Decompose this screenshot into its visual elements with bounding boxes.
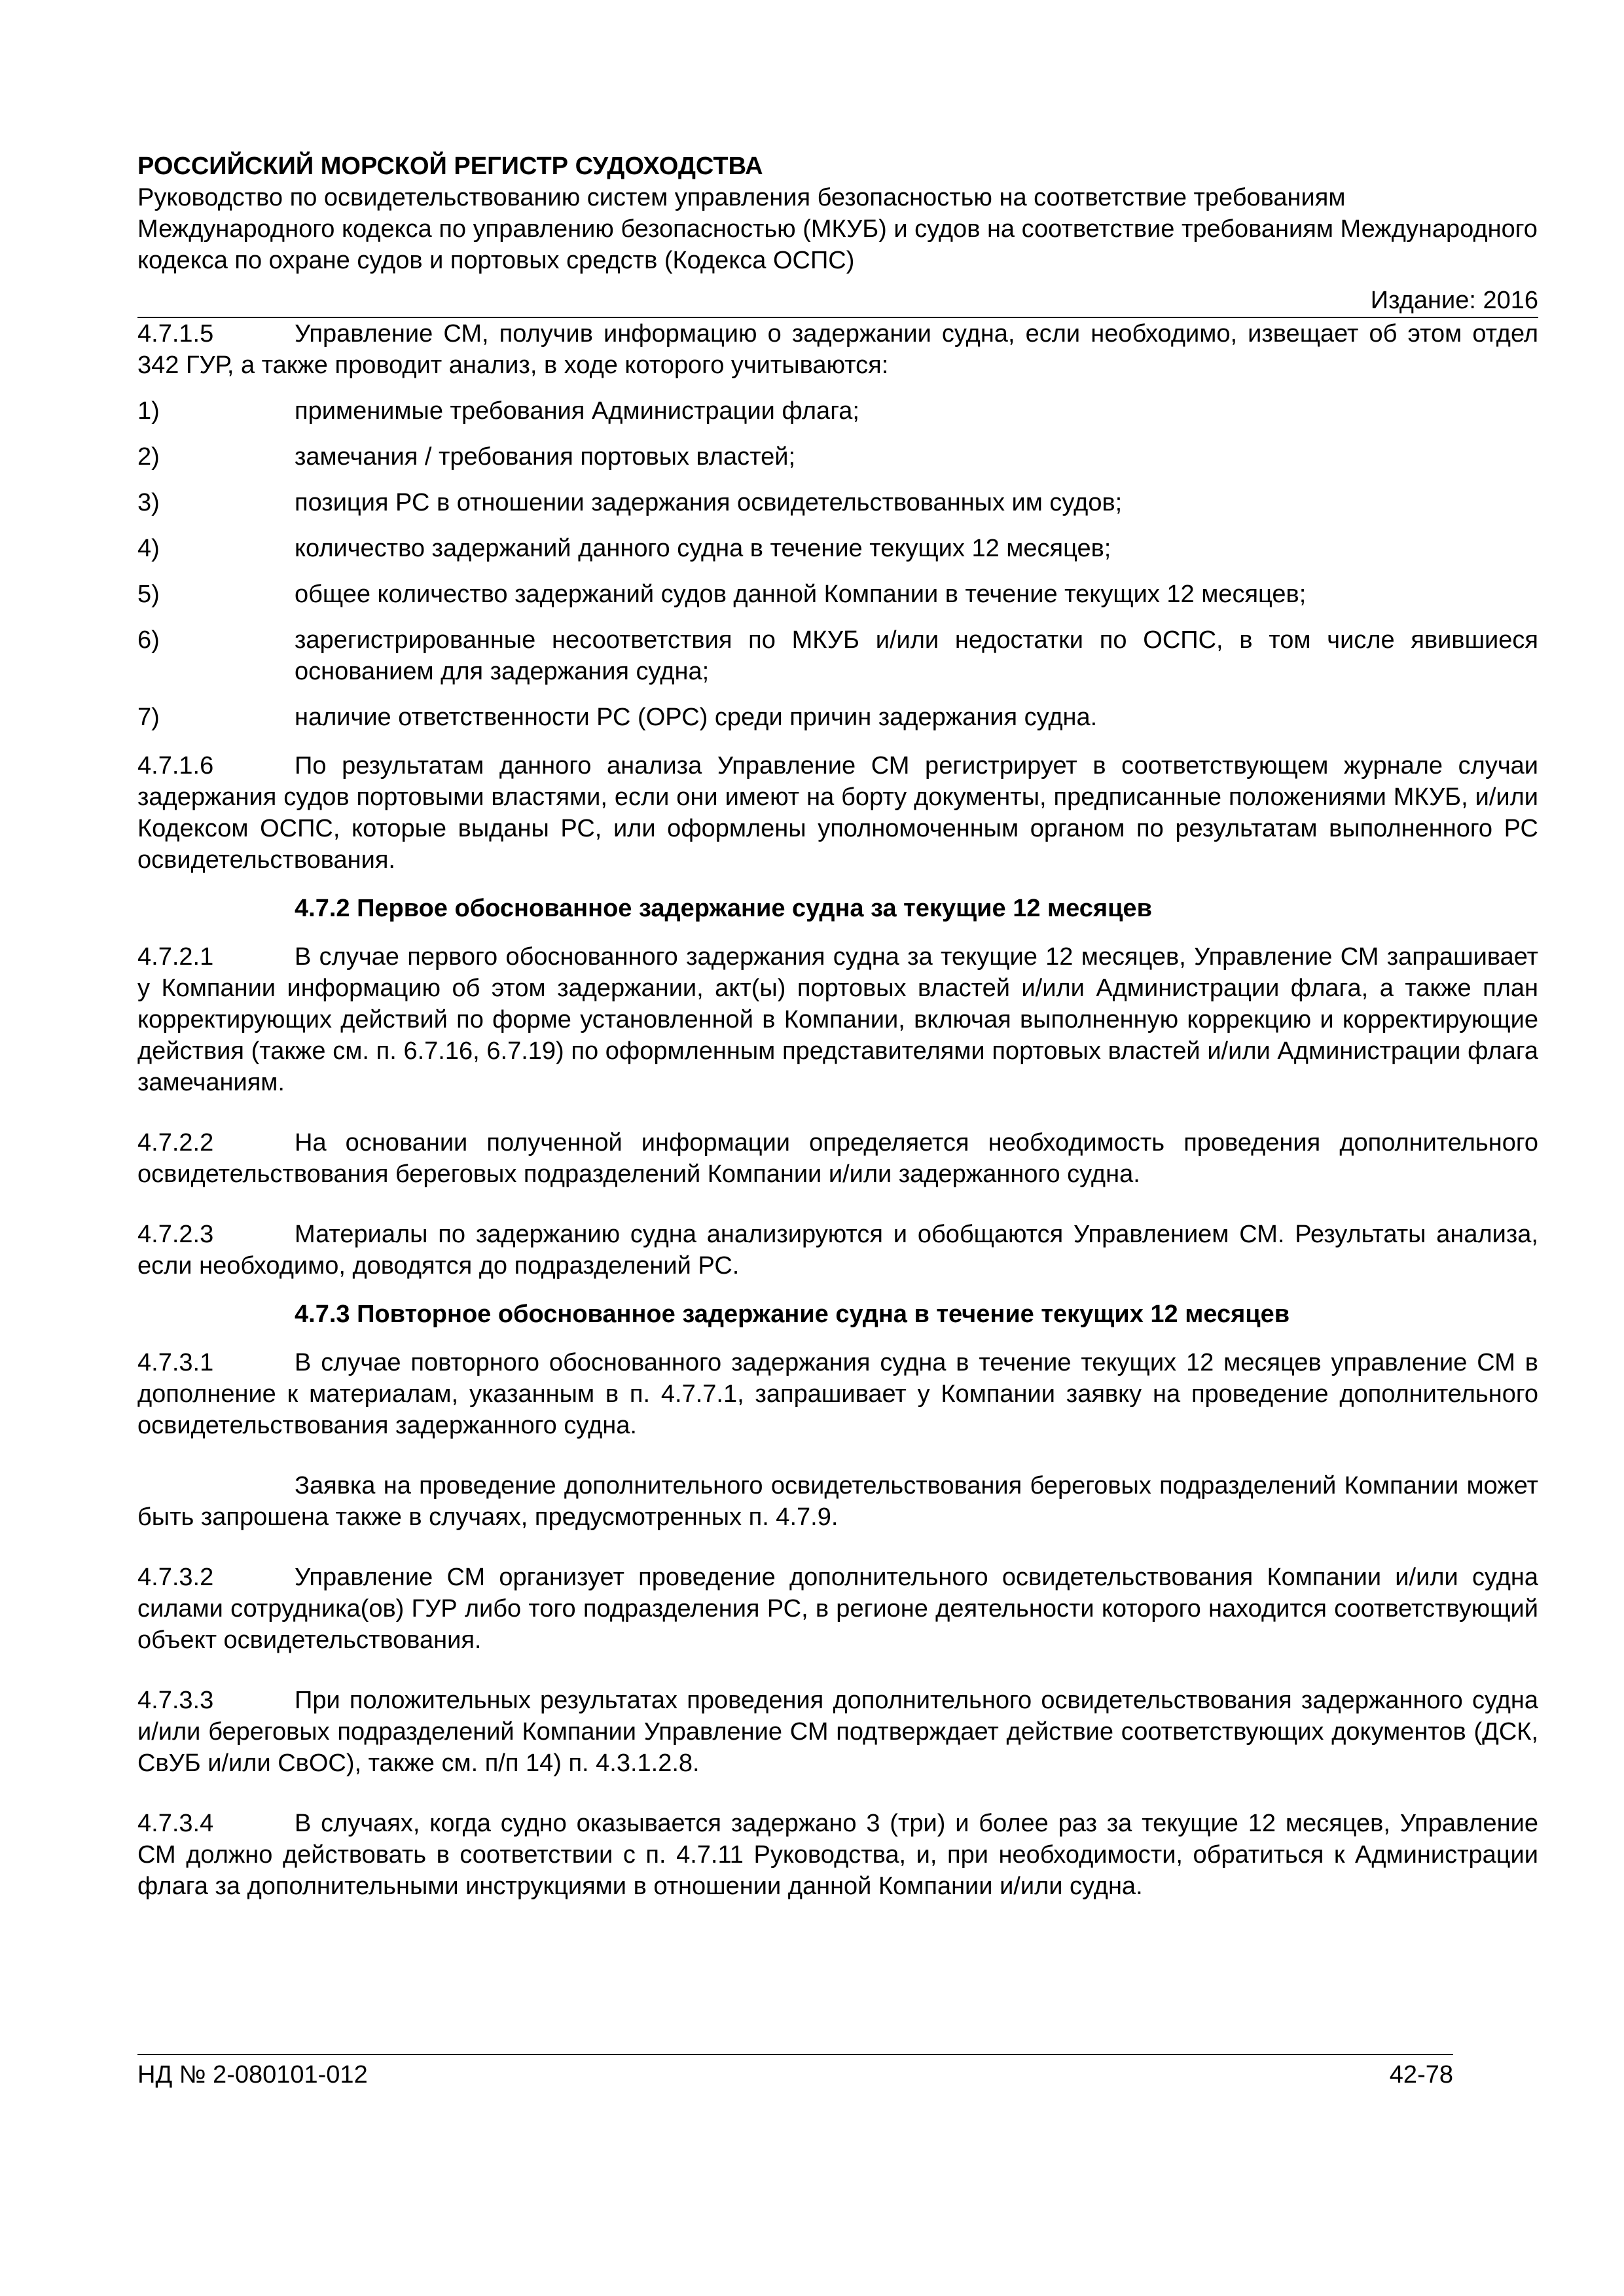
paragraph-number: 4.7.1.5 [137,320,214,348]
list-item-text: общее количество задержаний судов данной Компании в течение текущих 12 месяцев; [295,581,1307,608]
paragraph-4-7-3-1 [137,1347,1538,1441]
document-page [137,151,1538,1902]
list-item-text: наличие ответственности РС (ОРС) среди причин задержания судна. [295,704,1098,731]
footer-document-number: НД № 2-080101-012 [137,2061,368,2089]
list-item [137,624,1538,687]
list-item [137,533,1538,564]
paragraph-text: Управление СМ организует проведение дополнительного освидетельствования Компании и/или судна силами сотрудника(ов) ГУР либо того подразделения РС, в регионе деятельности которого находится соответствующий объект освидетельствования. [137,1564,1538,1654]
paragraph-4-7-2-3 [137,1219,1538,1282]
list-item-number: 3) [137,489,160,516]
list-item-number: 4) [137,535,160,562]
paragraph-text: Материалы по задержанию судна анализируются и обобщаются Управлением СМ. Результаты анализа, если необходимо, доводятся до подразделений РС. [137,1221,1538,1280]
list-item-number: 1) [137,397,160,425]
paragraph-text: В случаях, когда судно оказывается задержано 3 (три) и более раз за текущие 12 месяцев, Управление СМ должно действовать в соответствии с п. 4.7.11 Руководства, и, при необходимости, обратиться к Администрации флага за дополнительными инструкциями в отношении данной Компании и/или судна. [137,1810,1538,1900]
section-heading-4-7-3: 4.7.3 Повторное обоснованное задержание судна в течение текущих 12 месяцев [295,1300,1290,1328]
paragraph-text: В случае повторного обоснованного задержания судна в течение текущих 12 месяцев управление СМ в дополнение к материалам, указанным в п. 4.7.7.1, запрашивает у Компании заявку на проведение дополнительного освидетельствования задержанного судна. [137,1349,1538,1439]
paragraph-4-7-2-1 [137,941,1538,1098]
paragraph-text: На основании полученной информации определяется необходимость проведения дополнительного освидетельствования береговых подразделений Компании и/или задержанного судна. [137,1129,1538,1188]
paragraph-text: По результатам данного анализа Управление СМ регистрирует в соответствующем журнале случаи задержания судов портовыми властями, если они имеют на борту документы, предписанные положениями МКУБ, и/или Кодексом ОСПС, которые выданы РС, или оформлены уполномоченным органом по результатам выполненного РС освидетельствования. [137,752,1538,874]
list-item-number: 6) [137,626,160,654]
header-organization: РОССИЙСКИЙ МОРСКОЙ РЕГИСТР СУДОХОДСТВА [137,152,763,180]
list-item-number: 7) [137,704,160,731]
paragraph-text: Управление СМ, получив информацию о задержании судна, если необходимо, извещает об этом отдел 342 ГУР, а также проводит анализ, в ходе которого учитываются: [137,320,1538,379]
section-heading-4-7-2: 4.7.2 Первое обоснованное задержание судна за текущие 12 месяцев [295,895,1152,922]
list-item-number: 5) [137,581,160,608]
paragraph-number: 4.7.2.1 [137,943,214,971]
paragraph-text: При положительных результатах проведения дополнительного освидетельствования задержанного судна и/или береговых подразделений Компании Управление СМ подтверждает действие соответствующих документов (ДСК, СвУБ и/или СвОС), также см. п/п 14) п. 4.3.1.2.8. [137,1687,1538,1777]
paragraph-number: 4.7.3.1 [137,1349,214,1376]
list-item [137,395,1538,427]
header-title: Руководство по освидетельствованию систем управления безопасностью на соответствие требованиям Международного кодекса по управлению безопасностью (МКУБ) и судов на соответствие требованиям Международного кодекса по охране судов и портовых средств (Кодекса ОСПС) [137,184,1538,274]
list-item [137,702,1538,733]
paragraph-4-7-1-6 [137,750,1538,876]
paragraph-number: 4.7.3.3 [137,1687,214,1714]
paragraph-number: 4.7.2.3 [137,1221,214,1248]
paragraph-text: В случае первого обоснованного задержания судна за текущие 12 месяцев, Управление СМ запрашивает у Компании информацию об этом задержании, акт(ы) портовых властей и/или Администрации флага, а также план корректирующих действий по форме установленной в Компании, включая выполненную коррекцию и корректирующие действия (также см. п. 6.7.16, 6.7.19) по оформленным представителями портовых властей и/или Администрации флага замечаниям. [137,943,1538,1096]
paragraph-number: 4.7.2.2 [137,1129,214,1157]
list-item [137,579,1538,610]
footer-page-number: 42-78 [1389,2061,1453,2089]
list-item [137,487,1538,518]
paragraph-number: 4.7.3.2 [137,1564,214,1591]
list-item-text: количество задержаний данного судна в течение текущих 12 месяцев; [295,535,1111,562]
paragraph-4-7-1-5 [137,318,1538,381]
list-item-text: применимые требования Администрации флага; [295,397,859,425]
list-item-text: замечания / требования портовых властей; [295,443,796,471]
paragraph-number: 4.7.1.6 [137,752,214,780]
paragraph-4-7-3-3 [137,1685,1538,1779]
paragraph-4-7-3-1-continued: Заявка на проведение дополнительного освидетельствования береговых подразделений Компании может быть запрошена также в случаях, предусмотренных п. 4.7.9. [137,1472,1538,1531]
header-edition: Издание: 2016 [1370,287,1538,314]
list-item-number: 2) [137,443,160,471]
page-footer [137,2054,1453,2090]
footer-divider [137,2054,1453,2055]
list-item-text: позиция РС в отношении задержания освидетельствованных им судов; [295,489,1123,516]
paragraph-number: 4.7.3.4 [137,1810,214,1837]
list-item [137,441,1538,473]
paragraph-4-7-2-2 [137,1127,1538,1190]
paragraph-4-7-3-2 [137,1562,1538,1656]
list-item-text: зарегистрированные несоответствия по МКУБ и/или недостатки по ОСПС, в том числе явившиеся основанием для задержания судна; [295,626,1538,685]
paragraph-4-7-3-4 [137,1808,1538,1902]
